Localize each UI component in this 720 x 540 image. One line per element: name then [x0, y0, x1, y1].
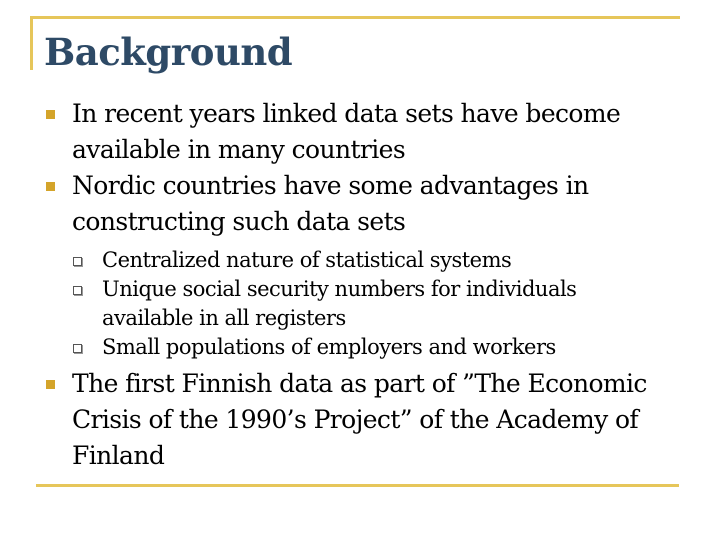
square-bullet-icon: [46, 380, 55, 389]
square-bullet-icon: [46, 110, 55, 119]
bullet-text: Nordic countries have some advantages in constructing such data sets: [72, 171, 589, 236]
slide-title: Background: [44, 30, 293, 74]
footer-divider-line: [36, 484, 679, 487]
title-frame-left-line: [30, 16, 33, 70]
bullet-item: [44, 96, 664, 168]
bullet-item: [44, 168, 664, 240]
square-bullet-icon: [46, 182, 55, 191]
sub-bullet-text: Centralized nature of statistical systems: [102, 248, 512, 272]
sub-bullet-text: Unique social security numbers for individuals available in all registers: [102, 277, 577, 330]
bullet-text: The first Finnish data as part of ”The Economic Crisis of the 1990’s Project” of the Academy of Finland: [72, 369, 647, 470]
hollow-square-bullet-icon: [73, 286, 82, 295]
sub-bullet-item: [72, 246, 664, 275]
hollow-square-bullet-icon: [73, 257, 82, 266]
bullet-text: In recent years linked data sets have become available in many countries: [72, 99, 621, 164]
slide-body: [44, 96, 664, 474]
sub-bullet-item: [72, 275, 664, 333]
sub-bullet-list: [72, 246, 664, 362]
sub-bullet-item: [72, 333, 664, 362]
hollow-square-bullet-icon: [73, 344, 82, 353]
sub-bullet-text: Small populations of employers and workers: [102, 335, 556, 359]
title-frame-top-line: [30, 16, 680, 19]
bullet-item: [44, 366, 664, 474]
